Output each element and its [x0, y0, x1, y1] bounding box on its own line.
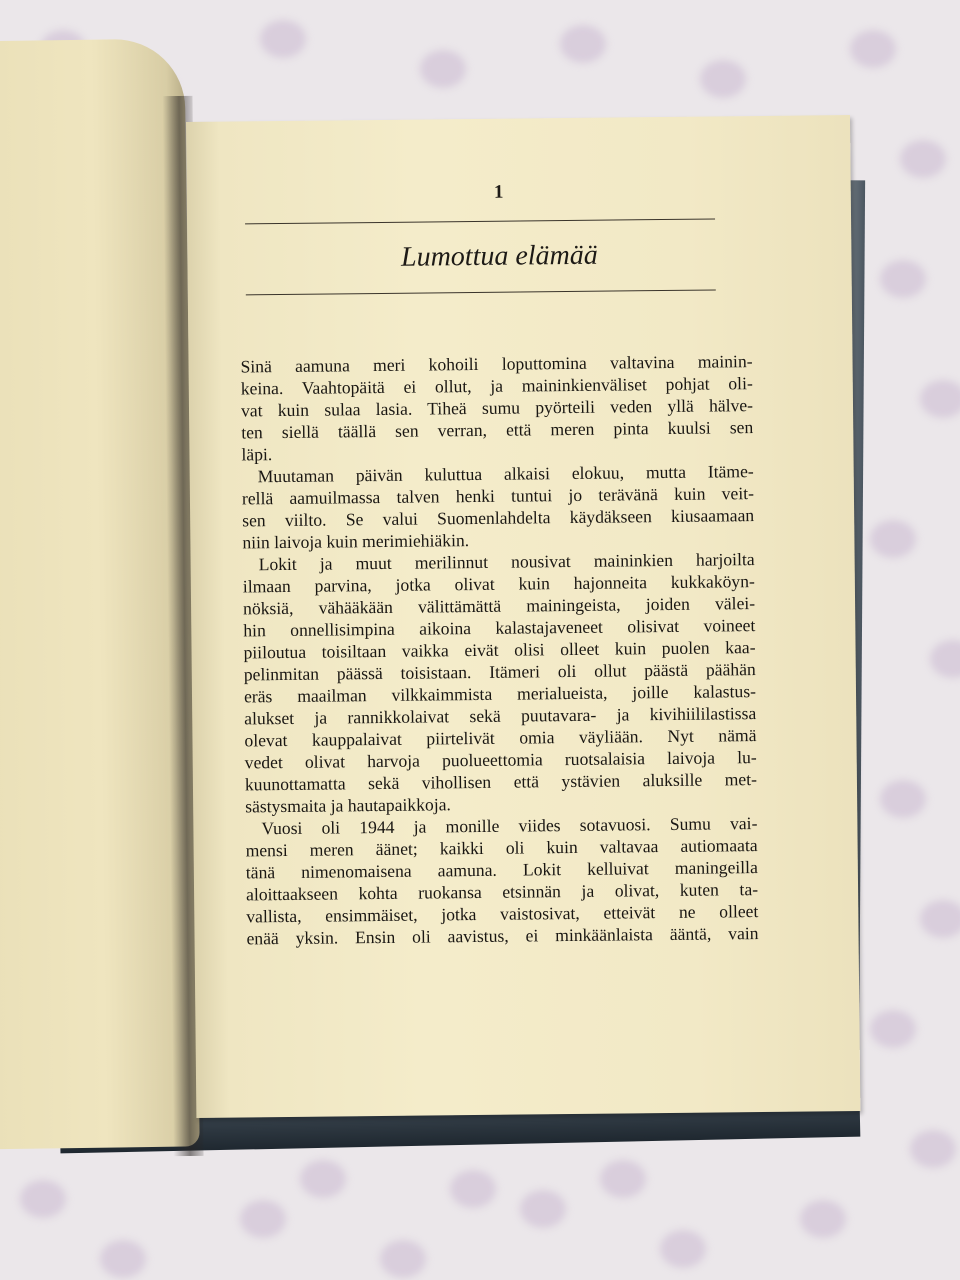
- text-line: pelinmitan päässä toisistaan. Itämeri oli ollut päästä päähän: [243, 659, 756, 685]
- text-line: Sinä aamuna meri kohoili loputtomina valtavina mainin-: [240, 351, 753, 377]
- cloth-pattern-dot: [880, 260, 926, 298]
- chapter-title: Lumottua elämää: [400, 239, 598, 273]
- text-line: olevat kauppalaivat piirtelivät omia väyliään. Nyt nämä: [244, 725, 757, 751]
- text-line: ilmaan parvina, jotka olivat kuin hajonneita kukkaköyn-: [242, 571, 755, 597]
- text-line: alukset ja rannikkolaivat sekä puutavara- ja kivihiililastissa: [244, 703, 757, 729]
- cloth-pattern-dot: [560, 25, 606, 63]
- cloth-pattern-dot: [800, 1200, 846, 1238]
- text-line: enää yksin. Ensin oli aavistus, ei minkäänlaista ääntä, vain: [246, 923, 759, 949]
- text-line: Lokit ja muut merilinnut nousivat maininkien harjoilta: [258, 549, 755, 575]
- text-line: läpi.: [241, 444, 273, 465]
- cloth-pattern-dot: [910, 1130, 956, 1168]
- cloth-pattern-dot: [920, 380, 960, 418]
- cloth-pattern-dot: [20, 1180, 66, 1218]
- cloth-pattern-dot: [870, 1010, 916, 1048]
- cloth-pattern-dot: [660, 1230, 706, 1268]
- page-content: [239, 178, 767, 949]
- chapter-number: 1: [493, 181, 504, 203]
- cloth-pattern-dot: [930, 640, 960, 678]
- cloth-pattern-dot: [240, 1200, 286, 1238]
- cloth-pattern-dot: [450, 1170, 496, 1208]
- text-line: eräs maailman vilkkaimmista merialueista, joille kalastus-: [243, 681, 757, 707]
- cloth-pattern-dot: [700, 60, 746, 98]
- text-line: kuunottamatta sekä vihollisen että ystävien aluksille met-: [244, 769, 758, 795]
- cloth-pattern-dot: [100, 1240, 146, 1278]
- title-rule-bottom: [246, 289, 716, 295]
- text-line: mensi meren äänet; kaikki oli kuin valtavaa autiomaata: [245, 835, 758, 861]
- text-line: sästysmaita ja hautapaikkoja.: [245, 794, 451, 817]
- cloth-pattern-dot: [420, 50, 466, 88]
- text-line: nöksiä, vähääkään välittämättä mainingeista, joiden välei-: [242, 593, 756, 619]
- text-line: sen viilto. Se valui Suomenlahdelta käydäkseen kiusaamaan: [242, 505, 755, 531]
- cloth-pattern-dot: [600, 1160, 646, 1198]
- cloth-pattern-dot: [300, 1160, 346, 1198]
- text-line: piiloutua toisiltaan vaikka eivät olisi olleet kuin puolen kaa-: [243, 637, 756, 663]
- text-line: hin onnellisimpina aikoina kalastajaveneet olisivat voineet: [243, 615, 756, 641]
- text-line: vat kuin sulaa lasia. Tiheä sumu pyörteili veden yllä hälve-: [240, 395, 754, 421]
- text-line: ten siellä täällä sen verran, että meren pinta kuulsi sen: [241, 417, 754, 443]
- text-line: rellä aamuilmassa talven henki tuntui jo terävänä kuin veit-: [241, 483, 755, 509]
- cloth-pattern-dot: [870, 520, 916, 558]
- cloth-pattern-dot: [880, 780, 926, 818]
- cloth-pattern-dot: [920, 900, 960, 938]
- cloth-pattern-dot: [900, 140, 946, 178]
- text-line: Vuosi oli 1944 ja monille viides sotavuosi. Sumu vai-: [261, 813, 758, 839]
- cloth-pattern-dot: [260, 20, 306, 58]
- text-line: tänä nimenomaisena aamuna. Lokit kelluivat maningeilla: [245, 857, 758, 883]
- cloth-pattern-dot: [520, 1190, 566, 1228]
- cloth-pattern-dot: [380, 1240, 426, 1278]
- body-text: [240, 350, 758, 949]
- text-line: keina. Vaahtopäitä ei ollut, ja maininkienväliset pohjat oli-: [240, 373, 753, 399]
- text-line: vedet olivat harvoja puolueettomia ruotsalaisia laivoja lu-: [244, 747, 757, 773]
- text-line: aloittaakseen kohta ruokansa etsinnän ja olivat, kuten ta-: [245, 879, 759, 905]
- text-line: niin laivoja kuin merimiehiäkin.: [242, 530, 470, 553]
- right-page: [186, 115, 860, 1118]
- text-line: vallista, ensimmäiset, jotka vaistosivat, etteivät ne olleet: [246, 901, 759, 927]
- text-line: Muutaman päivän kuluttua alkaisi elokuu, mutta Itäme-: [257, 461, 754, 487]
- title-rule-top: [245, 218, 715, 224]
- cloth-pattern-dot: [850, 30, 896, 68]
